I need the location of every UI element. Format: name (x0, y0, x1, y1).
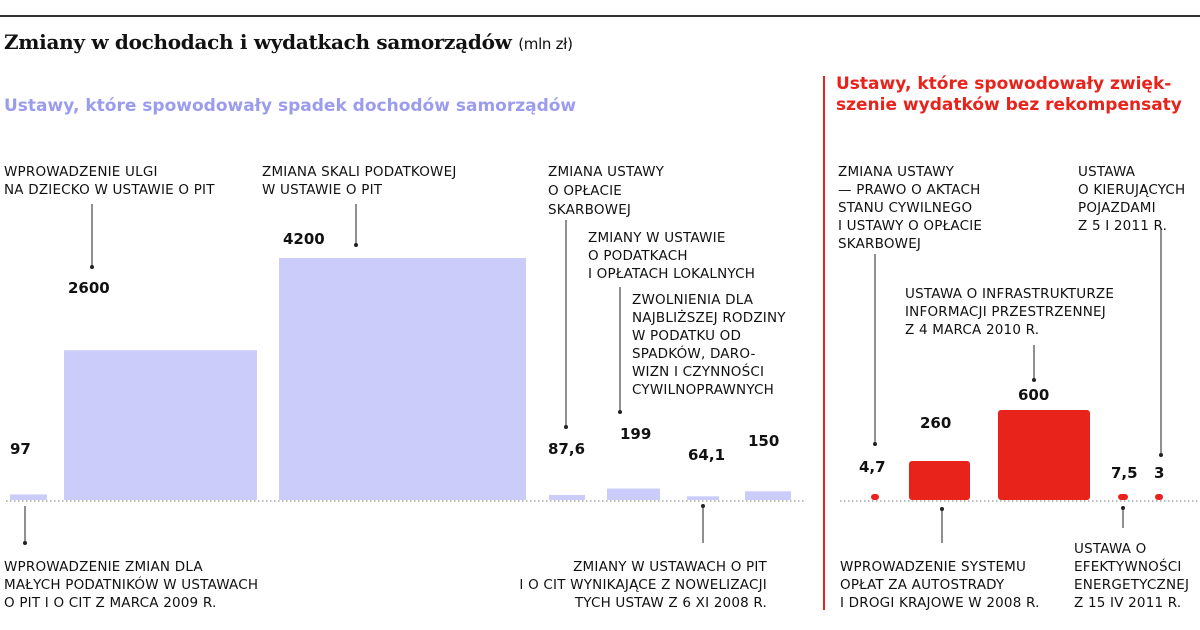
right-value-label-2: 260 (920, 414, 952, 432)
left-category-label-2: WPROWADZENIE ULGI NA DZIECKO W USTAWIE O PIT (4, 164, 215, 198)
left-value-label-6: 64,1 (688, 446, 726, 464)
left-category-label-7: ZWOLNIENIA DLA NAJBLIŻSZEJ RODZINY W PODATKU OD SPADKÓW, DARO-WIZN I CZYNNOŚCI CYWILNOPRAWNYCH (632, 292, 786, 398)
left-leader-dot-3 (354, 243, 358, 247)
right-value-label-3: 600 (1018, 386, 1050, 404)
right-leader-dot-5 (1159, 453, 1163, 457)
right-category-label-5: USTAWA O KIERUJĄCYCH POJAZDAMI Z 5 I 2011 R. (1078, 164, 1186, 234)
left-leader-dot-6 (701, 504, 705, 508)
left-bar-7 (745, 491, 791, 500)
left-bar-2 (64, 350, 257, 500)
right-value-label-1: 4,7 (859, 458, 886, 476)
left-bar-5 (607, 489, 660, 500)
left-leader-dot-1 (23, 541, 27, 545)
right-bar-5 (1155, 494, 1163, 500)
left-value-label-7: 150 (748, 432, 780, 450)
left-category-label-4: ZMIANA USTAWY O OPŁACIE SKARBOWEJ (548, 164, 665, 218)
right-value-label-5: 3 (1154, 464, 1165, 482)
right-leader-dot-2 (940, 507, 944, 511)
left-category-label-3: ZMIANA SKALI PODATKOWEJ W USTAWIE O PIT (262, 164, 457, 198)
right-bar-1 (871, 494, 879, 500)
left-category-label-5: ZMIANY W USTAWIE O PODATKACH I OPŁATACH LOKALNYCH (588, 230, 756, 282)
right-leader-dot-4 (1121, 506, 1125, 510)
left-value-label-2: 2600 (68, 279, 110, 297)
right-leader-dot-1 (873, 442, 877, 446)
right-value-label-4: 7,5 (1111, 464, 1138, 482)
left-value-label-4: 87,6 (548, 440, 586, 458)
right-category-label-3: USTAWA O INFRASTRUKTURZE INFORMACJI PRZESTRZENNEJ Z 4 MARCA 2010 R. (905, 286, 1115, 338)
left-chart-heading: Ustawy, które spowodowały spadek dochodów samorządów (4, 96, 577, 116)
right-category-label-2: WPROWADZENIE SYSTEMU OPŁAT ZA AUTOSTRADY I DROGI KRAJOWE W 2008 R. (840, 559, 1040, 611)
right-bar-3 (998, 410, 1090, 500)
left-category-label-6: ZMIANY W USTAWACH O PIT I O CIT WYNIKAJĄCE Z NOWELIZACJI TYCH USTAW Z 6 XI 2008 R. (519, 559, 767, 611)
left-leader-dot-2 (90, 265, 94, 269)
left-bar-6 (687, 496, 719, 500)
left-category-label-1: WPROWADZENIE ZMIAN DLA MAŁYCH PODATNIKÓW W USTAWACH O PIT I O CIT Z MARCA 2009 R. (4, 559, 259, 611)
left-value-label-5: 199 (620, 425, 652, 443)
right-leader-dot-3 (1032, 378, 1036, 382)
left-bar-1 (10, 494, 47, 500)
left-bar-4 (549, 495, 585, 500)
right-bar-2 (909, 461, 970, 500)
right-heading-line-2: szenie wydatków bez rekompensaty (836, 95, 1182, 115)
right-heading-line-1: Ustawy, które spowodowały zwięk- (836, 74, 1172, 94)
title-unit: (mln zł) (518, 35, 573, 53)
right-category-label-1: ZMIANA USTAWY — PRAWO O AKTACH STANU CYWILNEGO I USTAWY O OPŁACIE SKARBOWEJ (838, 164, 983, 252)
left-bar-3 (279, 258, 526, 500)
right-bar-4 (1118, 494, 1128, 500)
left-value-label-1: 97 (10, 440, 31, 458)
left-value-label-3: 4200 (283, 230, 325, 248)
title-text: Zmiany w dochodach i wydatkach samorządów (4, 30, 512, 54)
right-category-label-4: USTAWA O EFEKTYWNOŚCI ENERGETYCZNEJ Z 15 IV 2011 R. (1074, 541, 1190, 611)
left-leader-dot-5 (618, 410, 622, 414)
left-leader-dot-4 (564, 425, 568, 429)
